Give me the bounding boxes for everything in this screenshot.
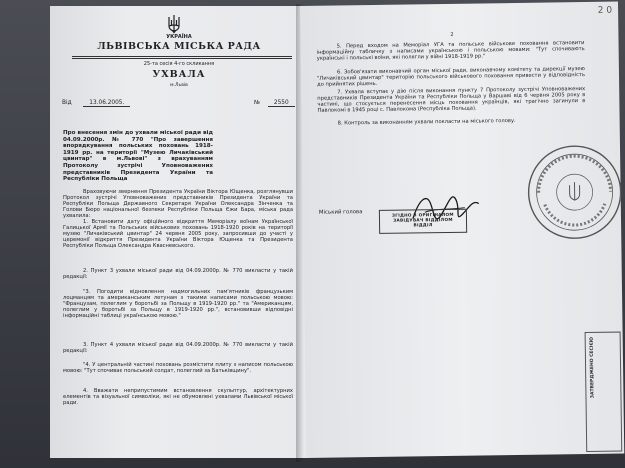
left-paragraph-6: "4. У центральній частині поховань розмістити плиту з написом польською мовою: "Тут спочиває польський солдат, полеглий за Батьківщину". xyxy=(63,362,293,375)
city-label: м.Львів xyxy=(170,83,188,88)
country-label: УКРАЇНА xyxy=(166,34,192,40)
number-row xyxy=(254,100,295,107)
number-label: № xyxy=(254,100,261,106)
number-value: 2550 xyxy=(268,100,295,107)
header-rule-top xyxy=(72,56,292,57)
page-one xyxy=(50,6,308,458)
document-type: УХВАЛА xyxy=(152,69,206,80)
date-row xyxy=(62,100,130,107)
date-label: Від xyxy=(62,100,72,106)
right-paragraph-6: 6. Зобов'язати виконавчий орган міської ради, виконавчому комітету та дирекції музею "Личаківський цвинтар" територію польського військового поховання привести у відповідність до прийнятих рішень. xyxy=(316,66,586,88)
council-title: ЛЬВІВСЬКА МІСЬКА РАДА xyxy=(97,41,261,52)
left-paragraph-4: "3. Погодити відновлення надмогильних пам'ятників французьким лоцманцям та американським летунам з такими написами польською мовою: "Французам, полеглим у боротьбі за Польщу в 1919-1920 рр." та "Американцям, полеглим у боротьбі за Польщу в 1919-1920 рр.", встановивши відповідні інформаційні таблиці українською мовою." xyxy=(63,289,293,320)
left-paragraph-1: Враховуючи звернення Президента України Віктора Ющенка, розглянувши Протокол зустрічі Уповноважених представників Президента України та Республіки Польща Державного Секретаря України Олександра Зінченка та Голови Бюро національної безпеки Республіки Польща Єжи Бара, міська рада ухвалила: xyxy=(63,189,293,220)
page-number: 2 xyxy=(450,31,454,38)
left-paragraph-5: 3. Пункт 4 ухвали міської ради від 04.09.2000р. № 770 викласти у такій редакції: xyxy=(63,342,293,355)
vertical-approval-stamp xyxy=(585,332,623,452)
signer-title: Міський голова xyxy=(318,209,363,216)
date-value: 13.06.2005. xyxy=(83,100,130,107)
left-paragraph-2: 1. Встановити дату офіційного відкриття Меморіалу воїнам Української Галицької Армії та Польських військових поховань 1918-1920 років на території музею "Личаківський цвинтар" 24 червня 2005 року, запросивши до участі у церемонії відкриття Президента України Віктора Ющенка та Президента Республіки Польща Олександра Квасневського. xyxy=(63,219,293,250)
certified-copy-stamp xyxy=(379,209,467,234)
header-rule-bottom xyxy=(72,58,292,59)
right-paragraph-8: 8. Контроль за виконанням ухвали покласти на міського голову. xyxy=(337,118,516,127)
page-two xyxy=(300,2,624,458)
stamp-line-1: ЗГІДНО З ОРИГІНАЛОМ xyxy=(391,211,454,218)
official-round-seal-icon xyxy=(524,141,624,242)
right-paragraph-7: 7. Ухвала вступає у дію після виконання пункту 7 Протоколу зустрічі Уповноважених представників Президента України та Республіки Польща у Варшаві від 6 червня 2005 року в частині, що стосується перенесення місць поховання українців, які трагічно загинули в Павлокомі в 1945 році с. Павлокома (Республіка Польща). xyxy=(317,86,586,115)
stamp-line-3: ВІДДІЛ xyxy=(413,222,433,228)
resolution-subject: Про внесення змін до ухвали міської ради від 04.09.2000р. № 770 "Про завершення впорядкування польських поховань 1918-1919 рр. на території "Музею Личаківський цвинтар" в м.Львові" з врахуванням Протоколу зустрічі Уповноважених представників Президента України та Республіки Польща xyxy=(63,130,213,183)
left-paragraph-3: 2. Пункт 3 ухвали міської ради від 04.09.2000р. № 770 викласти у такій редакції: xyxy=(63,268,293,281)
stamp-line-2: ЗАВІДУВАЧ ВІДДІЛОМ xyxy=(393,216,453,223)
left-paragraph-7: 4. Вважати неприпустимим встановлення скульптур, архітектурних елементів та візуальної символіки, які не обумовлені ухвалами Львівської міської ради. xyxy=(63,388,293,407)
trident-emblem-icon xyxy=(166,14,182,34)
right-paragraph-5: 5. Перед входом на Меморіал УГА та польське військове поховання встановити інформаційну табличку з написами українською і польською мовами: "Тут спочивають українські і польські воїни, які полягли у війні 1918-1919 рр." xyxy=(316,40,585,62)
corner-handwritten-mark: 2 0 xyxy=(597,5,613,16)
session-line: 25-та сесія 4-го скликання xyxy=(143,61,215,67)
side-stamp-text: ЗАТВЕРДЖЕНО СЕСІЄЮ xyxy=(589,336,596,399)
